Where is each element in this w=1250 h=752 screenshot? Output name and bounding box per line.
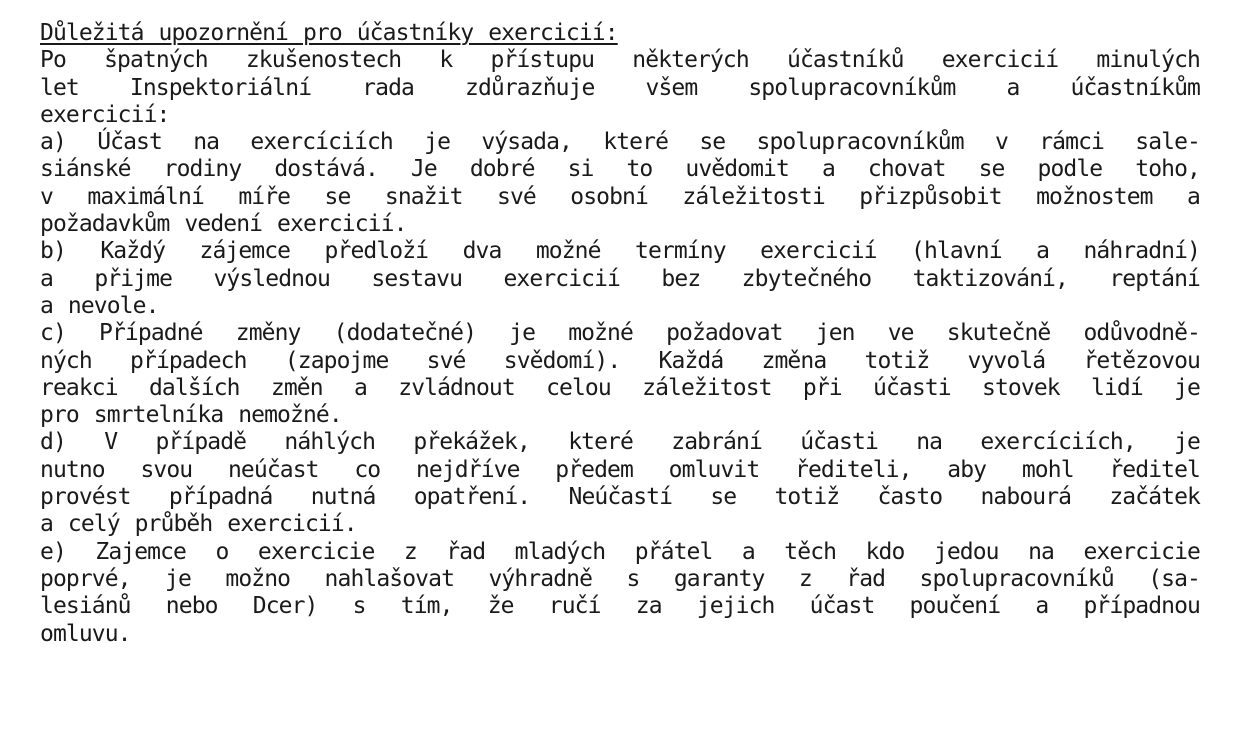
text-line: provést případná nutná opatření. Neúčastí se totiž často nabourá začátek: [40, 484, 1200, 511]
text-line: exercicií:: [40, 101, 170, 128]
text-line: nutno svou neúčast co nejdříve předem omluvit řediteli, aby mohl ředitel: [40, 456, 1200, 483]
text-line: lesiánů nebo Dcer) s tím, že ručí za jejich účast poučení a případnou: [40, 593, 1200, 620]
text-line: a celý průběh exercicií.: [40, 511, 357, 538]
text-line: poprvé, je možno nahlašovat výhradně s garanty z řad spolupracovníků (sa-: [40, 565, 1200, 592]
text-line: c) Případné změny (dodatečné) je možné požadovat jen ve skutečně odůvodně-: [40, 320, 1200, 347]
text-line: let Inspektoriální rada zdůrazňuje všem spolupracovníkům a účastníkům: [40, 74, 1200, 101]
text-line: omluvu.: [40, 620, 131, 647]
text-line: reakci dalších změn a zvládnout celou záležitost při účasti stovek lidí je: [40, 374, 1200, 401]
text-line: a nevole.: [40, 292, 159, 319]
document-body: [40, 47, 1200, 648]
text-line: e) Zajemce o exercicie z řad mladých přátel a těch kdo jedou na exercicie: [40, 538, 1200, 565]
text-line: d) V případě náhlých překážek, které zabrání účasti na exercíciích, je: [40, 429, 1200, 456]
text-line: v maximální míře se snažit své osobní záležitosti přizpůsobit možnostem a: [40, 183, 1200, 210]
text-line: ných případech (zapojme své svědomí). Každá změna totiž vyvolá řetězovou: [40, 347, 1200, 374]
document-heading: Důležitá upozornění pro účastníky exercicií:: [40, 20, 618, 46]
text-line: Po špatných zkušenostech k přístupu některých účastníků exercicií minulých: [40, 47, 1200, 74]
text-line: b) Každý zájemce předloží dva možné termíny exercicií (hlavní a náhradní): [40, 238, 1200, 265]
text-line: pro smrtelníka nemožné.: [40, 402, 342, 429]
text-line: a) Účast na exercíciích je výsada, které se spolupracovníkům v rámci sale-: [40, 129, 1200, 156]
text-line: a přijme výslednou sestavu exercicií bez zbytečného taktizování, reptání: [40, 265, 1200, 292]
document-page: [40, 20, 1200, 648]
text-line: požadavkům vedení exercicií.: [40, 211, 407, 238]
text-line: siánské rodiny dostává. Je dobré si to uvědomit a chovat se podle toho,: [40, 156, 1200, 183]
heading-line: [40, 20, 1200, 47]
